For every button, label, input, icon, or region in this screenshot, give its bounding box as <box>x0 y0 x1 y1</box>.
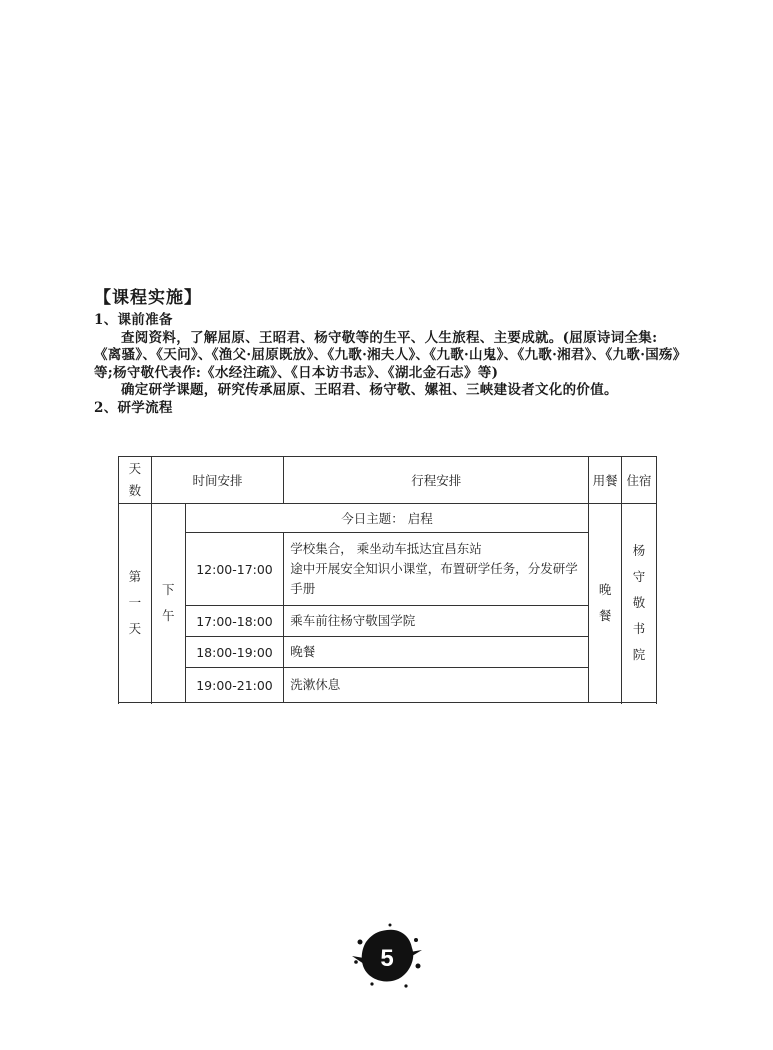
plan-line: 途中开展安全知识小课堂，布置研学任务，分发研学手册 <box>290 561 578 596</box>
plan-cell <box>284 533 589 606</box>
header-plan: 行程安排 <box>284 457 589 504</box>
period-cell: 下午 <box>151 504 185 703</box>
flow-heading: 2、研学流程 <box>94 399 173 416</box>
body-text <box>94 312 684 417</box>
table-row <box>119 668 657 703</box>
time-cell: 19:00-21:00 <box>185 668 284 703</box>
table-row <box>119 533 657 606</box>
day-cell: 第一天 <box>119 504 152 703</box>
prep-heading: 1、课前准备 <box>94 312 173 328</box>
header-time: 时间安排 <box>151 457 283 504</box>
meal-cell: 晚餐 <box>589 504 622 703</box>
table-row <box>119 504 657 533</box>
header-stay: 住宿 <box>622 457 657 504</box>
table-row <box>119 637 657 668</box>
header-meal: 用餐 <box>589 457 622 504</box>
page-number-ink-badge <box>350 922 424 990</box>
theme-cell: 今日主题： 启程 <box>185 504 589 533</box>
page-number: 5 <box>380 945 394 972</box>
table-header-row <box>119 457 657 504</box>
header-day: 天数 <box>119 457 152 504</box>
prep-paragraph-1: 查阅资料，了解屈原、王昭君、杨守敬等的生平、人生旅程、主要成就。(屈原诗词全集:《离骚》、《天问》、《渔父·屈原既放》、《九歌·湘夫人》、《九歌·山鬼》、《九歌·湘君》、《九歌·国殇》等;杨守敬代表作:《水经注疏》、《日本访书志》、《湖北金石志》等) <box>94 329 680 381</box>
plan-line: 学校集合， 乘坐动车抵达宜昌东站 <box>290 541 482 556</box>
schedule-table <box>118 456 657 703</box>
prep-paragraph-2: 确定研学课题，研究传承屈原、王昭君、杨守敬、嫘祖、三峡建设者文化的价值。 <box>121 382 618 398</box>
time-cell: 17:00-18:00 <box>185 606 284 637</box>
stay-cell: 杨守敬书院 <box>622 504 657 703</box>
time-cell: 12:00-17:00 <box>185 533 284 606</box>
table-row <box>119 606 657 637</box>
plan-cell: 洗漱休息 <box>284 668 589 703</box>
section-title: 【课程实施】 <box>94 288 202 308</box>
time-cell: 18:00-19:00 <box>185 637 284 668</box>
plan-cell: 乘车前往杨守敬国学院 <box>284 606 589 637</box>
plan-cell: 晚餐 <box>284 637 589 668</box>
